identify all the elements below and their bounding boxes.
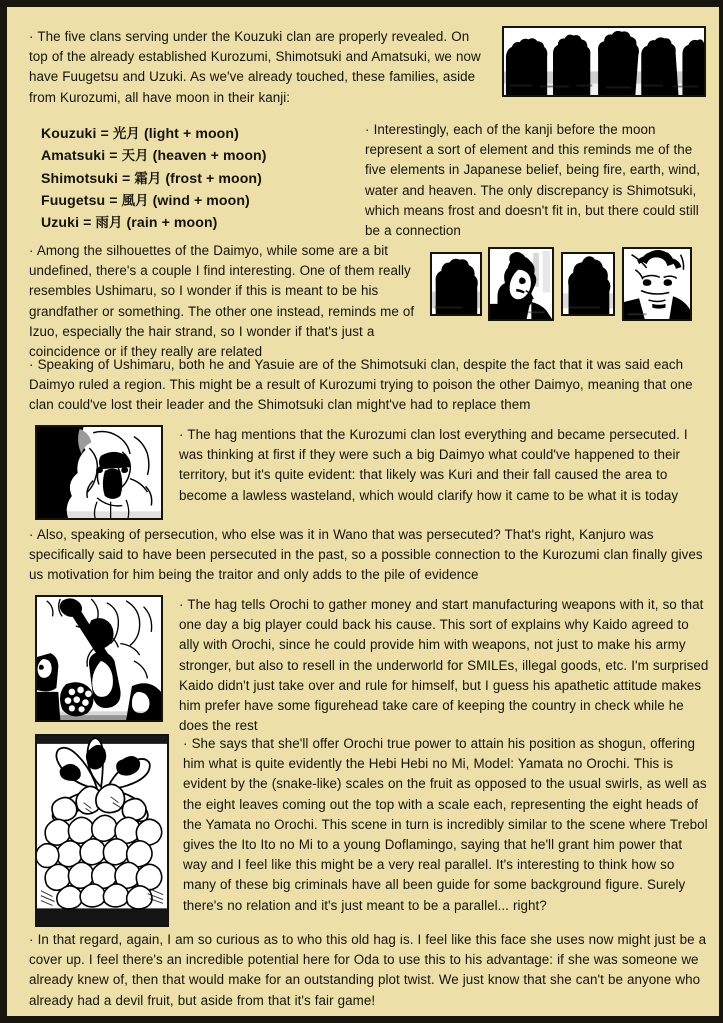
paragraph-shimotsuki-clan: · Speaking of Ushimaru, both he and Yasuie are of the Shimotsuki clan, despite the fact that it was said each Daimyo ruled a region. This might be a result of Kurozumi trying to poison the other Daimyo, meaning that one clan could've lost their leader and the Shimotsuki clan might've had to replace them	[29, 357, 693, 413]
equals-sign: =	[83, 214, 92, 231]
kanji-row	[41, 145, 267, 167]
paragraph-hag-identity: · In that regard, again, I am so curious as to who this old hag is. I feel like this face she uses now might just be a cover up. I feel there's an incredible potential here for Oda to use this to his advantage: if she was someone we already knew of, then that would make for an outstanding plot twist. We just know that she can't be anyone who already had a devil fruit, but aside from that it's fair game!	[29, 932, 707, 1008]
kanji-row	[41, 212, 267, 234]
clan-meaning: (heaven + moon)	[152, 147, 267, 164]
paragraph-clans-revealed: · The five clans serving under the Kouzuki clan are properly revealed. On top of the already established Kurozumi, Shimotsuki and Amatsuki, we now have Fuugetsu and Uzuki. As we've already touched, these families, aside from Kurozumi, all have moon in their kanji:	[29, 29, 481, 105]
clan-name: Shimotsuki	[41, 169, 118, 186]
clan-meaning: (rain + moon)	[126, 214, 218, 231]
clan-name: Fuugetsu	[41, 191, 106, 208]
clan-kanji: 光月	[112, 127, 140, 142]
clan-meaning: (light + moon)	[143, 125, 239, 141]
paragraph-silhouette-analysis: · Among the silhouettes of the Daimyo, while some are a bit undefined, there's a couple I find interesting. One of them really resembles Ushimaru, so I wonder if this is meant to be his grandfather or something. The other one instead, reminds me of Izuo, especially the hair strand, so I wonder if that's just a coincidence or if they really are related	[29, 243, 415, 360]
equals-sign: =	[122, 169, 131, 186]
panel-hag-torch	[35, 595, 163, 722]
panel-silhouette-b	[561, 252, 615, 316]
clan-meaning: (frost + moon)	[165, 169, 262, 186]
panel-devil-fruit	[35, 734, 169, 927]
clan-kanji: 雨月	[95, 216, 123, 232]
kanji-row	[41, 123, 267, 145]
paragraph-elements: · Interestingly, each of the kanji before the moon represent a sort of element and this reminds me of the five elements in Japanese belief, being fire, earth, wind, water and heaven. The only discrepancy is Shimotsuki, which means frost and doesn't fit in, but there could still be a connection	[365, 122, 701, 239]
clan-name: Kouzuki	[41, 125, 97, 141]
clan-name: Amatsuki	[41, 147, 106, 164]
notes-canvas	[7, 7, 719, 1016]
equals-sign: =	[100, 125, 109, 141]
kanji-row	[41, 190, 267, 212]
clan-kanji: 霜月	[134, 171, 162, 187]
clan-kanji: 天月	[121, 149, 149, 165]
paragraph-weapons-kaido: · The hag tells Orochi to gather money and start manufacturing weapons with it, so that one day a big player could back his cause. This sort of explains why Kaido agreed to ally with Orochi, since he could provide him with weapons, not just to make his army stronger, but also to resell in the underworld for SMILEs, illegal goods, etc. I'm surprised Kaido didn't just take over and rule for himself, but I guess his apathetic attitude makes him prefer have some figurehead take care of keeping the country in check while he does the rest	[179, 597, 709, 734]
clan-meaning: (wind + moon)	[152, 191, 250, 208]
clan-kanji: 風月	[121, 193, 149, 209]
equals-sign: =	[109, 147, 118, 164]
paragraph-kurozumi-persecuted: · The hag mentions that the Kurozumi clan lost everything and became persecuted. I was thinking at first if they were such a big Daimyo what could've happened to their territory, but it's quite evident: that likely was Kuri and their fall caused the area to become a lawless wasteland, which would clarify how it came to be what it is today	[179, 427, 688, 503]
panel-izou	[488, 247, 554, 321]
clan-name: Uzuki	[41, 214, 80, 231]
panel-ushimaru	[622, 247, 692, 321]
panel-silhouette-a	[430, 252, 482, 316]
kanji-row	[41, 168, 267, 190]
paragraph-kanjuro-connection: · Also, speaking of persecution, who else was it in Wano that was persecuted? That's right, Kanjuro was specifically said to have been persecuted in the past, so a possible connection to the Kurozumi clan finally gives us motivation for him being the traitor and only adds to the pile of evidence	[29, 527, 703, 583]
paragraph-hebi-hebi-fruit: · She says that she'll offer Orochi true power to attain his position as shogun, offering him what is quite evidently the Hebi Hebi no Mi, Model: Yamata no Orochi. This is evident by the (snake-like) scales on the fruit as opposed to the usual swirls, as well as the eight leaves coming out the top with a scale each, representing the eight heads of the Yamata no Orochi. This scene in turn is incredibly similar to the scene where Trebol gives the Ito Ito no Mi to a young Doflamingo, saying that he'll grant him power that way and I feel like this might be a very real parallel. It's interesting to think how so many of these big criminals have all been guide for some background figure. Surely there's no relation and it's just meant to be a parallel... right?	[183, 736, 708, 913]
panel-daimyo-silhouettes	[502, 26, 706, 97]
equals-sign: =	[109, 191, 118, 208]
panel-hag-scream	[35, 425, 163, 520]
kanji-list	[41, 123, 267, 234]
